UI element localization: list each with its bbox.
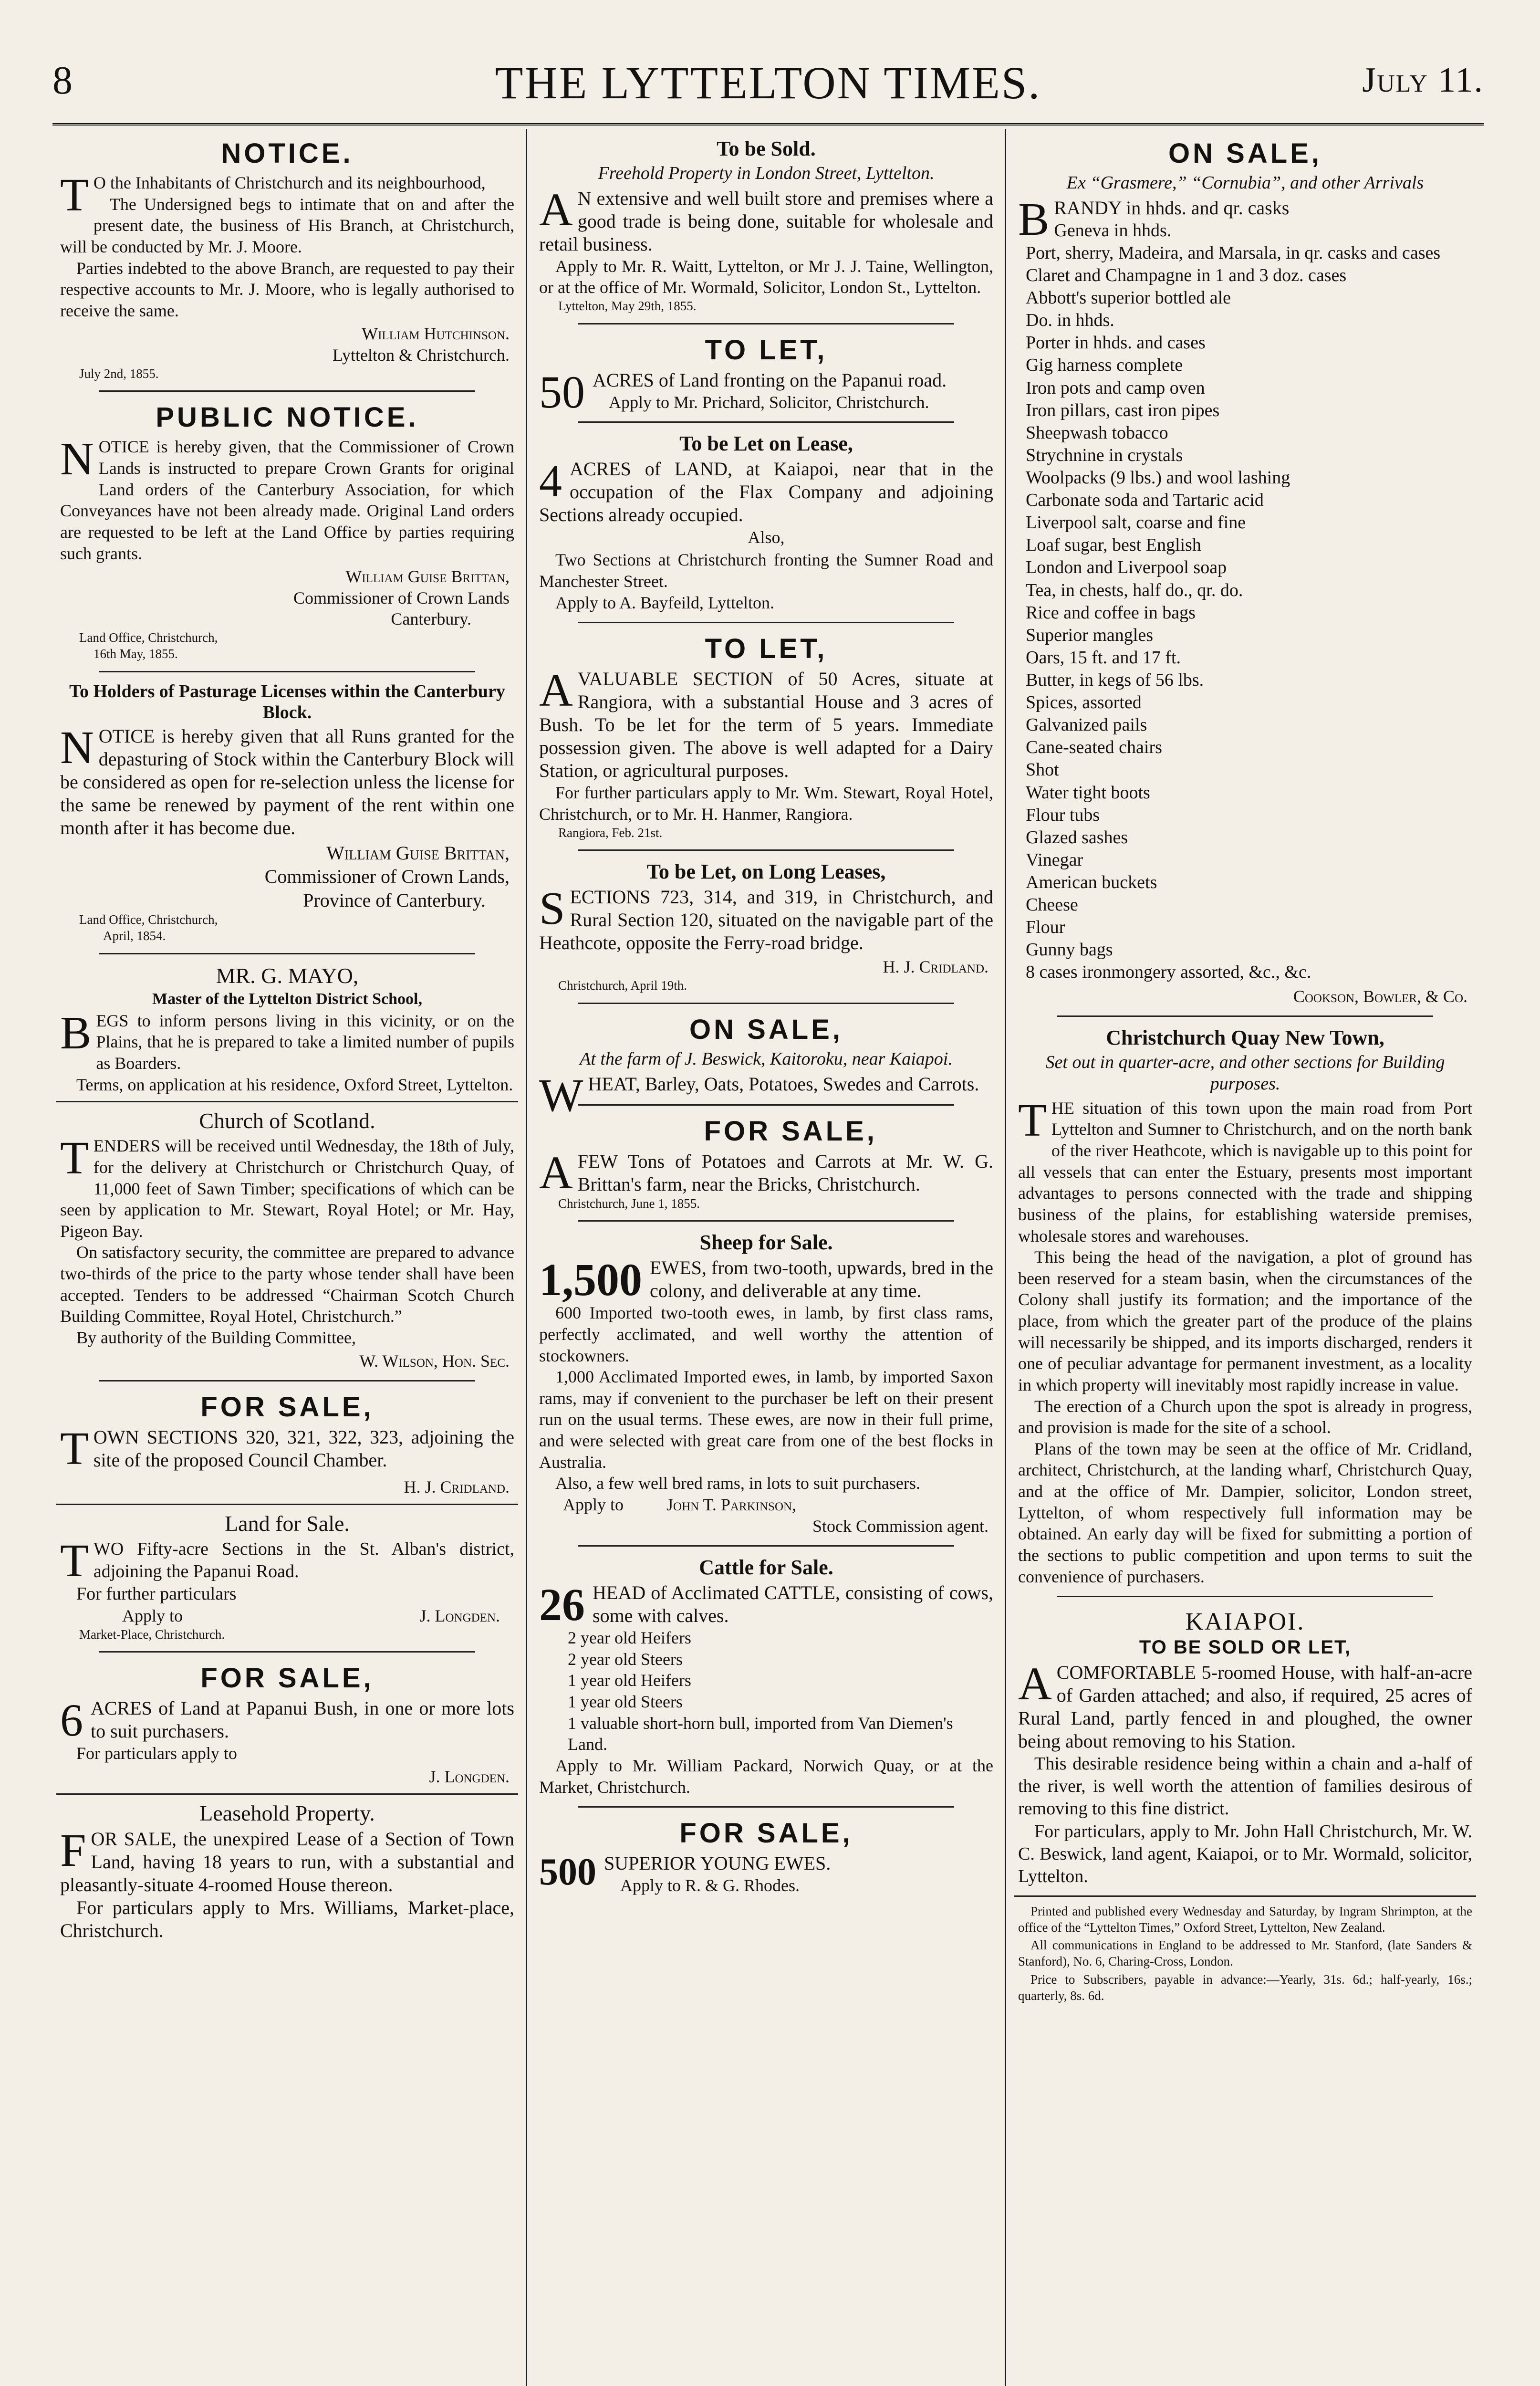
ad-heading: To be Let, on Long Leases, bbox=[646, 860, 886, 884]
cattle-list bbox=[539, 1627, 993, 1755]
separator bbox=[578, 421, 954, 423]
signature: Cookson, Bowler, & Co. bbox=[1293, 986, 1467, 1006]
mayo-advert bbox=[56, 959, 518, 1099]
dropcap: N bbox=[60, 433, 94, 485]
dropcap: A bbox=[1018, 1658, 1052, 1710]
goods-list-item: Carbonate soda and Tartaric acid bbox=[1026, 490, 1264, 511]
ad-text: For further particulars bbox=[76, 1584, 237, 1604]
ad-text: WO Fifty-acre Sections in the St. Alban's district, adjoining the Papanui Road. bbox=[93, 1538, 514, 1581]
ad-text: OTICE is hereby given that all Runs granted for the depasturing of Stock within the Canterbury Block will be considered as open for re-selection unless the license for the same be renewed by payment of the rent within one month after it has become due. bbox=[60, 725, 514, 838]
signature: H. J. Cridland. bbox=[404, 1477, 510, 1497]
separator bbox=[56, 1101, 518, 1102]
column-divider bbox=[1005, 129, 1006, 2386]
ad-heading: FOR SALE, bbox=[200, 1392, 374, 1423]
ad-text: ACRES of Land fronting on the Papanui road. bbox=[593, 369, 947, 391]
dropcap: T bbox=[60, 169, 89, 221]
dateline: Rangiora, Feb. 21st. bbox=[558, 825, 663, 840]
colophon-text: Printed and published every Wednesday and Saturday, by Ingram Shrimpton, at the office of the “Lyttelton Times,” Oxford Street, Lyttelton, New Zealand. bbox=[1018, 1904, 1472, 1935]
dateline: Lyttelton, May 29th, 1855. bbox=[558, 299, 697, 314]
ad-heading: Sheep for Sale. bbox=[699, 1231, 833, 1255]
ad-heading: FOR SALE, bbox=[704, 1115, 877, 1147]
ad-subheading: Set out in quarter-acre, and other sections for Building purposes. bbox=[1045, 1052, 1445, 1094]
dateline: Land Office, Christchurch, bbox=[79, 630, 218, 645]
ad-text: By authority of the Building Committee, bbox=[76, 1328, 356, 1347]
signature-title: Province of Canterbury. bbox=[303, 889, 486, 911]
dropcap: T bbox=[60, 1535, 89, 1587]
signature: William Guise Brittan, bbox=[326, 842, 510, 864]
colophon-text: Price to Subscribers, payable in advance:—Yearly, 31s. 6d.; half-yearly, 16s.; quarterly, 8s. 6d. bbox=[1018, 1972, 1472, 2003]
ad-text: 600 Imported two-tooth ewes, in lamb, by first class rams, perfectly acclimated, and well worthy the attention of stockowners. bbox=[539, 1303, 993, 1365]
separator bbox=[56, 1504, 518, 1505]
ad-text: For particulars apply to Mrs. Williams, Market-place, Christchurch. bbox=[60, 1896, 514, 1941]
goods-list bbox=[1018, 220, 1472, 984]
separator bbox=[578, 323, 954, 324]
ad-text: For particulars apply to bbox=[76, 1744, 237, 1763]
ad-text: Apply to R. & G. Rhodes. bbox=[620, 1876, 800, 1895]
goods-list-item: Butter, in kegs of 56 lbs. bbox=[1026, 670, 1204, 691]
dateline: Christchurch, June 1, 1855. bbox=[558, 1196, 700, 1211]
town-sections-advert bbox=[56, 1386, 518, 1502]
dateline: April, 1854. bbox=[103, 929, 166, 943]
ad-text: The Undersigned begs to intimate that on and after the present date, the business of His Branch, at Christchurch, will be conducted by Mr. J. Moore. bbox=[60, 194, 514, 256]
ad-text: ENDERS will be received until Wednesday, the 18th of July, for the delivery at Christchurch or Christchurch Quay, of 11,000 feet of Sawn Timber; specifications of which can be seen by application to Mr. Stewart, Royal Hotel; or Mr. Hay, Pigeon Bay. bbox=[60, 1136, 514, 1241]
goods-list-item: Woolpacks (9 lbs.) and wool lashing bbox=[1026, 468, 1290, 488]
ad-text: Plans of the town may be seen at the office of Mr. Cridland, architect, Christchurch, at the landing wharf, Christchurch Quay, and at the office of Mr. Dampier, solicitor, London street, Lyttelton, of whom respectively full information may be obtained. An early day will be fixed for submitting a portion of the sections to public competition and upon terms to suit the convenience of purchasers. bbox=[1018, 1439, 1472, 1586]
goods-list-item: Gunny bags bbox=[1026, 940, 1113, 960]
signature: William Hutchinson. bbox=[362, 324, 510, 344]
to-be-sold-advert bbox=[535, 133, 997, 318]
ad-text: For further particulars apply to Mr. Wm. Stewart, Royal Hotel, Christchurch, or to Mr. H. Hanmer, Rangiora. bbox=[539, 783, 993, 824]
ad-text: 1,000 Acclimated Imported ewes, in lamb, by imported Saxon rams, may if convenient to the purchaser be left on their present run on the usual terms. These ewes, are now in their full prime, and were selected with great care from one of the best flocks in Australia. bbox=[539, 1367, 993, 1472]
separator bbox=[578, 622, 954, 623]
ad-heading: Church of Scotland. bbox=[199, 1109, 375, 1133]
land-for-sale-advert bbox=[56, 1507, 518, 1647]
signature-title: Commissioner of Crown Lands bbox=[293, 588, 510, 607]
ad-text: Also, a few well bred rams, in lots to suit purchasers. bbox=[555, 1474, 920, 1493]
potatoes-advert bbox=[535, 1110, 997, 1216]
ad-text: ECTIONS 723, 314, and 319, in Christchurch, and Rural Section 120, situated on the navigable part of the Heathcote, opposite the Ferry-road bridge. bbox=[539, 886, 993, 954]
dateline: July 2nd, 1855. bbox=[79, 366, 159, 381]
goods-list-item: Oars, 15 ft. and 17 ft. bbox=[1026, 647, 1181, 668]
colophon-text: All communications in England to be addressed to Mr. Stanford, (late Sanders & Stanford), No. 6, Charing-Cross, London. bbox=[1018, 1938, 1472, 1969]
ad-heading: KAIAPOI. bbox=[1185, 1608, 1305, 1636]
cattle-advert bbox=[535, 1551, 997, 1801]
separator bbox=[1057, 1015, 1433, 1017]
ad-text: Terms, on application at his residence, Oxford Street, Lyttelton. bbox=[76, 1075, 513, 1094]
ad-text: OR SALE, the unexpired Lease of a Section of Town Land, having 18 years to run, with a substantial and pleasantly-situate 4-roomed House thereon. bbox=[60, 1828, 514, 1895]
goods-list-item: Galvanized pails bbox=[1026, 715, 1147, 735]
notice-advert bbox=[56, 133, 518, 386]
ad-text: This desirable residence being within a chain and a-half of the river, is well worth the attention of families desirous of removing to this fine district. bbox=[1018, 1754, 1472, 1819]
goods-list-item: Cheese bbox=[1026, 895, 1078, 915]
ad-text: HEAT, Barley, Oats, Potatoes, Swedes and Carrots. bbox=[588, 1073, 979, 1095]
lead-number: 4 bbox=[539, 455, 562, 507]
goods-list-item: Do. in hhds. bbox=[1026, 310, 1114, 331]
dropcap: W bbox=[539, 1069, 583, 1121]
separator bbox=[56, 1793, 518, 1795]
goods-list-item: Porter in hhds. and cases bbox=[1026, 333, 1206, 353]
list-item: 1 year old Heifers bbox=[568, 1671, 691, 1690]
separator bbox=[99, 390, 475, 392]
kaiapoi-advert bbox=[1014, 1602, 1476, 1892]
goods-list-item: Flour bbox=[1026, 917, 1065, 938]
ad-heading: Land for Sale. bbox=[225, 1511, 350, 1536]
ad-text: Apply to Mr. R. Waitt, Lyttelton, or Mr J. J. Taine, Wellington, or at the office of Mr. Wormald, Solicitor, London St., Lyttelton. bbox=[539, 256, 993, 297]
separator bbox=[578, 1003, 954, 1004]
separator bbox=[1014, 1895, 1476, 1897]
ad-text: OTICE is hereby given, that the Commissioner of Crown Lands is instructed to prepare Crown Grants for original Land orders of the Canterbury Association, for which Conveyances have not been already made. Original Land orders are requested to be left at the Land Office by parties requiring such grants. bbox=[60, 437, 514, 563]
goods-list-item: London and Liverpool soap bbox=[1026, 557, 1227, 578]
dropcap: S bbox=[539, 883, 565, 935]
lead-number: 50 bbox=[539, 366, 585, 418]
ad-heading: TO LET, bbox=[705, 334, 828, 366]
apply-label: Apply to bbox=[122, 1606, 183, 1626]
column-3 bbox=[1014, 133, 1476, 2386]
goods-list-item: Spices, assorted bbox=[1026, 692, 1142, 713]
goods-list-item: 8 cases ironmongery assorted, &c., &c. bbox=[1026, 962, 1311, 983]
ad-heading: TO LET, bbox=[705, 633, 828, 665]
ad-heading: To Holders of Pasturage Licenses within the Canterbury Block. bbox=[69, 681, 505, 722]
ad-text: ACRES of Land at Papanui Bush, in one or more lots to suit purchasers. bbox=[91, 1697, 514, 1742]
column-2 bbox=[535, 133, 997, 2386]
ad-text: O the Inhabitants of Christchurch and its neighbourhood, bbox=[93, 173, 486, 192]
signature: William Guise Brittan, bbox=[345, 567, 510, 586]
signature: W. Wilson, Hon. Sec. bbox=[359, 1351, 510, 1371]
leasehold-advert bbox=[56, 1797, 518, 1946]
dateline: Land Office, Christchurch, bbox=[79, 912, 218, 927]
goods-list-item: Sheepwash tobacco bbox=[1026, 422, 1168, 443]
list-item: 2 year old Steers bbox=[568, 1649, 683, 1669]
ad-heading: FOR SALE, bbox=[200, 1663, 374, 1694]
long-leases-advert bbox=[535, 856, 997, 997]
ad-heading: Christchurch Quay New Town, bbox=[1106, 1026, 1384, 1050]
separator bbox=[99, 671, 475, 672]
dropcap: B bbox=[1018, 193, 1050, 245]
goods-list-item: Tea, in chests, half do., qr. do. bbox=[1026, 580, 1243, 600]
ad-heading: PUBLIC NOTICE. bbox=[156, 402, 419, 433]
church-of-scotland-advert bbox=[56, 1104, 518, 1375]
dropcap: A bbox=[539, 184, 573, 236]
ad-text: On satisfactory security, the committee are prepared to advance two-thirds of the price to the party whose tender shall have been accepted. Tenders to be addressed “Chairman Scotch Church Building Committee, Royal Hotel, Christchurch.” bbox=[60, 1243, 514, 1326]
goods-list-item: Liverpool salt, coarse and fine bbox=[1026, 513, 1246, 533]
separator bbox=[578, 1545, 954, 1547]
goods-list-item: Vinegar bbox=[1026, 849, 1083, 870]
ad-text: SUPERIOR YOUNG EWES. bbox=[604, 1852, 831, 1874]
dropcap: F bbox=[60, 1824, 86, 1876]
ad-text: Parties indebted to the above Branch, are requested to pay their respective accounts to Mr. J. Moore, who is legally authorised to receive the same. bbox=[60, 258, 514, 320]
signature: H. J. Cridland. bbox=[883, 957, 989, 977]
separator bbox=[99, 1380, 475, 1381]
ad-text: HE situation of this town upon the main road from Port Lyttelton and Sumner to Christchurch, and on the north bank of the river Heathcote, which is navigable up to this point for all vessels that can enter the Estuary, presents most important advantages to persons connected with the trade and shipping business of the plains, for establishing waterside premises, wholesale stores and warehouses. bbox=[1018, 1098, 1472, 1245]
ad-heading: To be Sold. bbox=[717, 137, 816, 160]
dropcap: N bbox=[60, 722, 94, 774]
lead-number: 26 bbox=[539, 1579, 585, 1631]
ad-heading: ON SALE, bbox=[1168, 138, 1322, 169]
ad-text: Apply to A. Bayfeild, Lyttelton. bbox=[555, 593, 774, 612]
signature: J. Longden. bbox=[429, 1767, 510, 1787]
dropcap: T bbox=[60, 1423, 89, 1475]
dateline: 16th May, 1855. bbox=[94, 646, 178, 661]
ad-subheading: TO BE SOLD OR LET, bbox=[1139, 1637, 1352, 1658]
separator bbox=[1057, 1596, 1433, 1597]
ad-subheading: Master of the Lyttelton District School, bbox=[152, 990, 422, 1008]
dropcap: T bbox=[60, 1132, 89, 1184]
ad-text: This being the head of the navigation, a plot of ground has been reserved for a steam basin, when the circumstances of the Colony shall justify its formation; and the importance of the place, from which the greater part of the produce of the plains will necessarily be shipped, and its imports discharged, renders it one of peculiar advantage for permanent investment, as a locality in which property will inevitably most rapidly increase in value. bbox=[1018, 1247, 1472, 1394]
goods-list-item: Port, sherry, Madeira, and Marsala, in qr. casks and cases bbox=[1026, 242, 1441, 263]
dropcap: T bbox=[1018, 1094, 1047, 1146]
masthead-rule bbox=[52, 123, 1484, 126]
separator bbox=[578, 1806, 954, 1808]
dropcap: A bbox=[539, 665, 573, 717]
ad-text: N extensive and well built store and premises where a good trade is being done, suitable for wholesale and retail business. bbox=[539, 187, 993, 255]
goods-list-item: Shot bbox=[1026, 760, 1059, 780]
goods-list-item: American buckets bbox=[1026, 872, 1157, 892]
apply-label: Apply to bbox=[563, 1495, 624, 1514]
dateline: Market-Place, Christchurch. bbox=[79, 1627, 225, 1642]
ad-text: The erection of a Church upon the spot is already in progress, and provision is made for the site of a school. bbox=[1018, 1396, 1472, 1437]
newspaper-title: THE LYTTELTON TIMES. bbox=[495, 57, 1041, 108]
signature-title: Canterbury. bbox=[391, 609, 471, 629]
separator bbox=[99, 953, 475, 954]
separator bbox=[578, 1104, 954, 1106]
ad-text: VALUABLE SECTION of 50 Acres, situate at Rangiora, with a substantial House and 3 acres of Bush. To be let for the term of 5 years. Immediate possession given. The above is well adapted for a Dairy Station, or agricultural purposes. bbox=[539, 668, 993, 782]
ad-heading: NOTICE. bbox=[221, 138, 354, 169]
on-sale-stores-advert bbox=[1014, 133, 1476, 1011]
to-let-papanui-advert bbox=[535, 329, 997, 417]
goods-list-item: Flour tubs bbox=[1026, 805, 1100, 825]
dropcap: B bbox=[60, 1007, 92, 1059]
ad-subheading: Ex “Grasmere,” “Cornubia”, and other Arrivals bbox=[1066, 173, 1424, 193]
young-ewes-advert bbox=[535, 1812, 997, 1900]
signature: John T. Parkinson, bbox=[666, 1495, 797, 1514]
goods-list-item: Cane-seated chairs bbox=[1026, 737, 1162, 758]
lead-number: 500 bbox=[539, 1851, 596, 1894]
to-let-rangiora-advert bbox=[535, 628, 997, 845]
list-item: 1 valuable short-horn bull, imported from Van Diemen's Land. bbox=[568, 1713, 953, 1754]
ad-text: OWN SECTIONS 320, 321, 322, 323, adjoining the site of the proposed Council Chamber. bbox=[93, 1426, 514, 1471]
public-notice-advert bbox=[56, 397, 518, 666]
goods-list-item: Claret and Champagne in 1 and 3 doz. cases bbox=[1026, 265, 1347, 286]
masthead bbox=[52, 52, 1484, 119]
ad-text: Apply to Mr. William Packard, Norwich Quay, or at the Market, Christchurch. bbox=[539, 1756, 993, 1797]
goods-list-item: Iron pillars, cast iron pipes bbox=[1026, 400, 1220, 420]
column-1 bbox=[56, 133, 518, 2386]
ad-heading: FOR SALE, bbox=[679, 1818, 853, 1849]
christchurch-quay-advert bbox=[1014, 1022, 1476, 1591]
separator bbox=[99, 1651, 475, 1653]
sheep-advert bbox=[535, 1226, 997, 1540]
dateline: Christchurch, April 19th. bbox=[558, 978, 687, 993]
ad-text: EGS to inform persons living in this vicinity, or on the Plains, that he is prepared to take a limited number of pupils as Boarders. bbox=[96, 1011, 514, 1073]
ad-heading: Cattle for Sale. bbox=[699, 1556, 833, 1580]
goods-list-item: Glazed sashes bbox=[1026, 827, 1128, 848]
ad-text: For particulars, apply to Mr. John Hall Christchurch, Mr. W. C. Beswick, land agent, Kaiapoi, or to Mr. Wormald, solicitor, Lyttelton. bbox=[1018, 1821, 1472, 1886]
goods-list-item: Abbott's superior bottled ale bbox=[1026, 288, 1231, 308]
ad-text: EWES, from two-tooth, upwards, bred in the colony, and deliverable at any time. bbox=[650, 1257, 993, 1302]
signature-title: Commissioner of Crown Lands, bbox=[264, 866, 510, 888]
ad-text: COMFORTABLE 5-roomed House, with half-an-acre of Garden attached; and also, if required, 25 acres of Rural Land, partly fenced in and ploughed, the owner being about removing to his Station. bbox=[1018, 1662, 1472, 1752]
signature-place: Lyttelton & Christchurch. bbox=[333, 345, 510, 365]
list-item: 1 year old Steers bbox=[568, 1692, 683, 1712]
goods-list-item: Geneva in hhds. bbox=[1054, 220, 1172, 241]
lead-number: 1,500 bbox=[539, 1254, 642, 1306]
ad-text: HEAD of Acclimated CATTLE, consisting of cows, some with calves. bbox=[593, 1582, 993, 1627]
ad-text: ACRES of LAND, at Kaiapoi, near that in the occupation of the Flax Company and adjoining Sections already occupied. bbox=[539, 458, 993, 526]
ad-text: Apply to Mr. Prichard, Solicitor, Christchurch. bbox=[609, 392, 929, 412]
ad-subheading: Freehold Property in London Street, Lyttelton. bbox=[598, 163, 935, 183]
colophon bbox=[1014, 1901, 1476, 2010]
goods-list-item: Iron pots and camp oven bbox=[1026, 377, 1205, 398]
separator bbox=[578, 1220, 954, 1222]
signature: J. Longden. bbox=[419, 1606, 500, 1626]
papanui-bush-advert bbox=[56, 1657, 518, 1791]
pasturage-advert bbox=[56, 677, 518, 948]
ad-text: RANDY in hhds. and qr. casks bbox=[1054, 197, 1290, 219]
goods-list-item: Gig harness complete bbox=[1026, 355, 1183, 376]
ad-text: FEW Tons of Potatoes and Carrots at Mr. W. G. Brittan's farm, near the Bricks, Christchurch. bbox=[577, 1150, 993, 1195]
goods-list-item: Loaf sugar, best English bbox=[1026, 535, 1201, 555]
goods-list-item: Strychnine in crystals bbox=[1026, 445, 1183, 465]
goods-list-item: Water tight boots bbox=[1026, 782, 1150, 803]
lead-number: 6 bbox=[60, 1695, 83, 1746]
on-sale-beswick-advert bbox=[535, 1009, 997, 1121]
ad-text: Also, bbox=[748, 528, 785, 547]
separator bbox=[578, 849, 954, 851]
ad-heading: ON SALE, bbox=[689, 1014, 843, 1045]
to-be-let-on-lease-advert bbox=[535, 428, 997, 617]
ad-text: Two Sections at Christchurch fronting the Sumner Road and Manchester Street. bbox=[539, 550, 993, 591]
issue-date: July 11. bbox=[1362, 61, 1484, 100]
goods-list-item: Superior mangles bbox=[1026, 625, 1154, 645]
ad-heading: MR. G. MAYO, bbox=[216, 963, 359, 988]
column-divider bbox=[526, 129, 527, 2386]
page-number: 8 bbox=[52, 58, 73, 103]
signature-title: Stock Commission agent. bbox=[812, 1516, 989, 1536]
ad-heading: Leasehold Property. bbox=[199, 1800, 375, 1825]
dropcap: A bbox=[539, 1147, 573, 1199]
ad-heading: To be Let on Lease, bbox=[679, 432, 853, 456]
ad-subheading: At the farm of J. Beswick, Kaitoroku, near Kaiapoi. bbox=[580, 1048, 953, 1069]
goods-list-item: Rice and coffee in bags bbox=[1026, 602, 1196, 623]
list-item: 2 year old Heifers bbox=[568, 1628, 691, 1648]
